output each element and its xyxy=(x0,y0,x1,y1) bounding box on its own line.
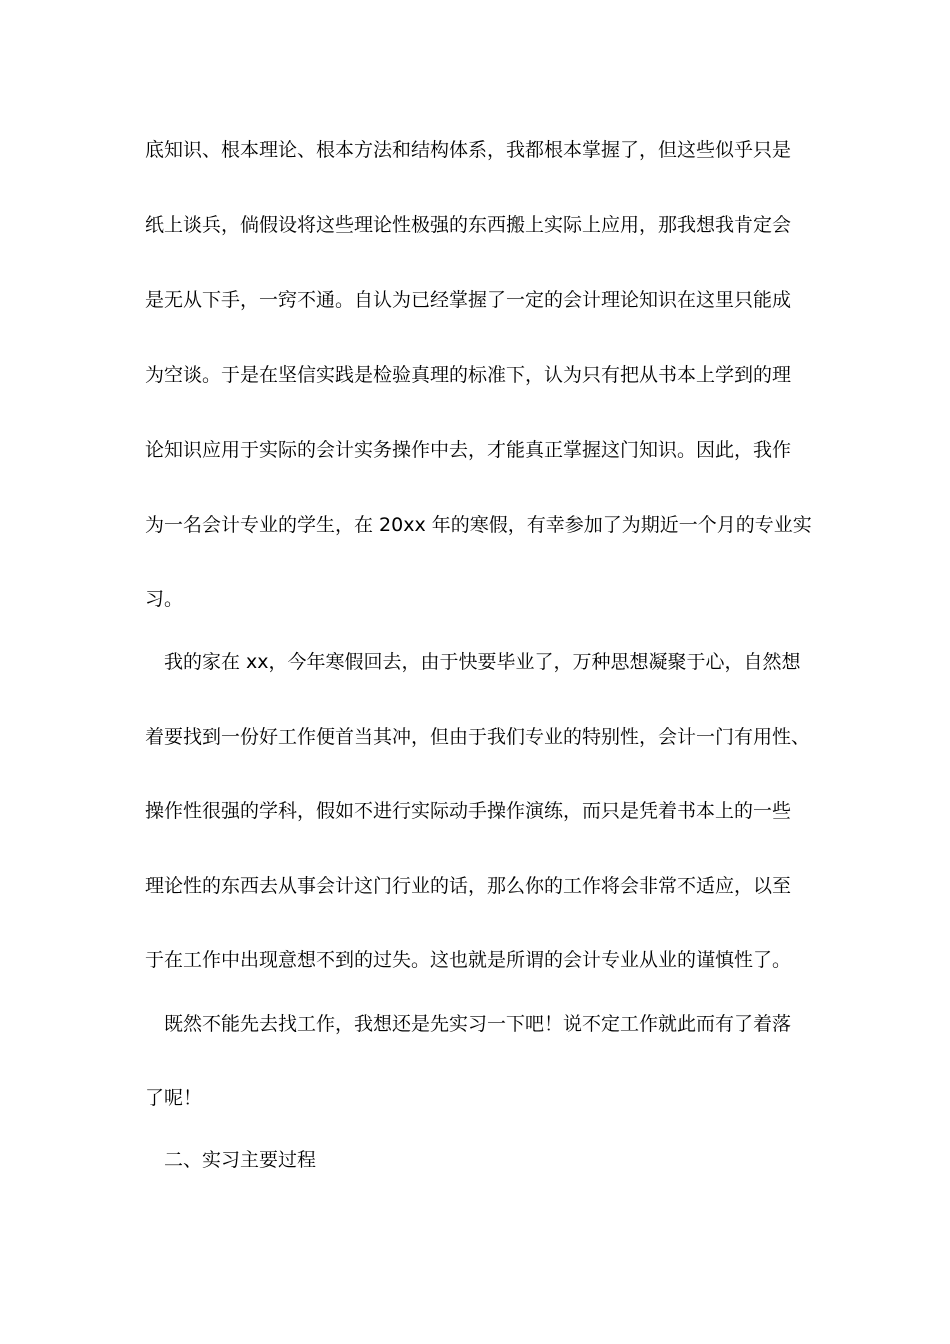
section-heading-text: 二、实习主要过程 xyxy=(164,1149,317,1171)
text-line: 论知识应用于实际的会计实务操作中去，才能真正掌握这门知识。因此，我作 xyxy=(145,439,792,461)
text-line: 为空谈。于是在坚信实践是检验真理的标准下，认为只有把从书本上学到的理 xyxy=(145,364,792,386)
text-line: 着要找到一份好工作便首当其冲，但由于我们专业的特别性，会计一门有用性、 xyxy=(145,726,811,748)
text-line: 操作性很强的学科，假如不进行实际动手操作演练，而只是凭着书本上的一些 xyxy=(145,800,792,822)
text-line: 我的家在 xx，今年寒假回去，由于快要毕业了，万种思想凝聚于心，自然想 xyxy=(164,651,801,673)
text-line: 理论性的东西去从事会计这门行业的话，那么你的工作将会非常不适应，以至 xyxy=(145,875,792,897)
text-line: 是无从下手，一窍不通。自认为已经掌握了一定的会计理论知识在这里只能成 xyxy=(145,289,792,311)
text-line: 了呢！ xyxy=(145,1087,203,1109)
text-line: 习。 xyxy=(145,588,184,610)
text-line: 为一名会计专业的学生，在 20xx 年的寒假，有幸参加了为期近一个月的专业实 xyxy=(145,514,812,536)
text-line: 底知识、根本理论、根本方法和结构体系，我都根本掌握了，但这些似乎只是 xyxy=(145,139,792,161)
text-line: 于在工作中出现意想不到的过失。这也就是所谓的会计专业从业的谨慎性了。 xyxy=(145,949,792,971)
text-line: 既然不能先去找工作，我想还是先实习一下吧！说不定工作就此而有了着落 xyxy=(164,1013,792,1035)
text-line: 纸上谈兵，倘假设将这些理论性极强的东西搬上实际上应用，那我想我肯定会 xyxy=(145,214,792,236)
